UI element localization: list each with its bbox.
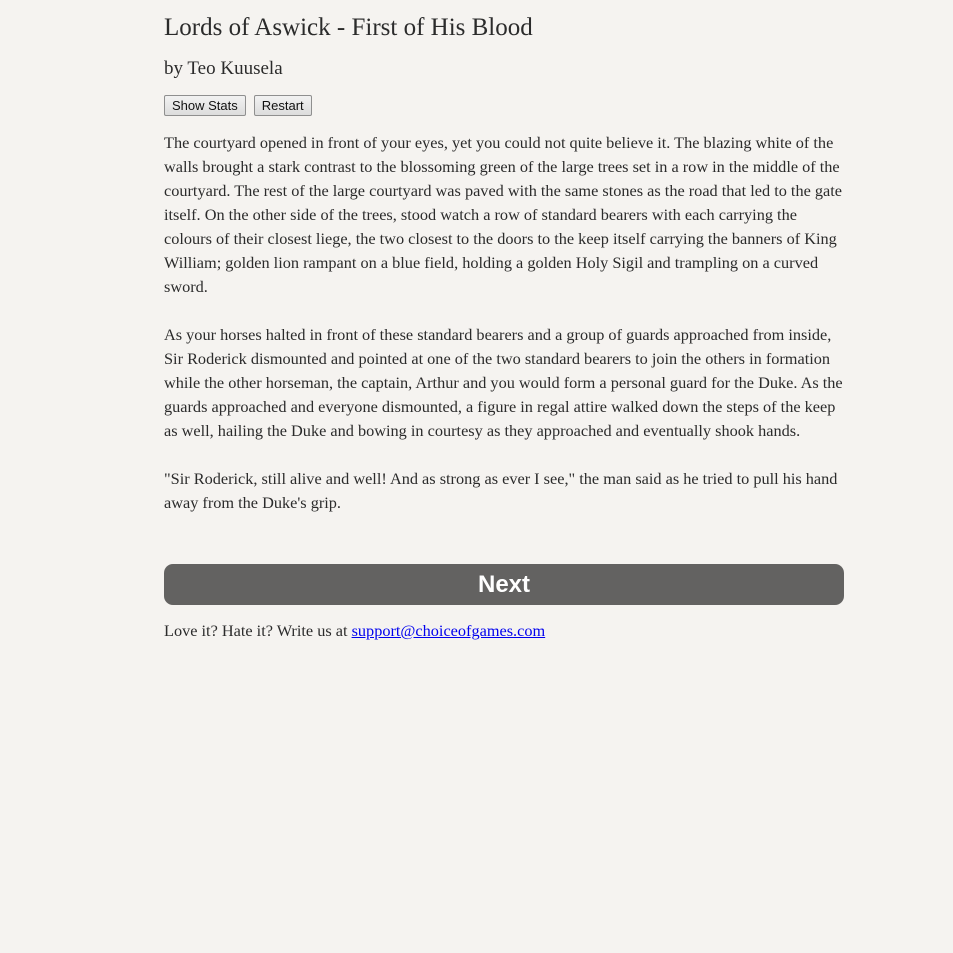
support-email-link[interactable]: support@choiceofgames.com [351, 621, 546, 640]
next-button[interactable]: Next [164, 564, 844, 605]
feedback-text: Love it? Hate it? Write us at [164, 621, 352, 640]
game-title: Lords of Aswick - First of His Blood [164, 14, 533, 41]
story-text [164, 131, 844, 539]
story-paragraph: "Sir Roderick, still alive and well! And as strong as ever I see," the man said as he tried to pull his hand away from the Duke's grip. [164, 469, 838, 512]
feedback-line [164, 619, 545, 643]
story-paragraph: The courtyard opened in front of your eyes, yet you could not quite believe it. The blazing white of the walls brought a stark contrast to the blossoming green of the large trees set in a row in the middle of the courtyard. The rest of the large courtyard was paved with the same stones as the road that led to the gate itself. On the other side of the trees, stood watch a row of standard bearers with each carrying the colours of their closest liege, the two closest to the doors to the keep itself carrying the banners of King William; golden lion rampant on a blue field, holding a golden Holy Sigil and trampling on a curved sword. [164, 133, 843, 296]
restart-button[interactable]: Restart [254, 95, 312, 116]
author-line: by Teo Kuusela [164, 58, 283, 79]
toolbar [164, 95, 320, 116]
show-stats-button[interactable]: Show Stats [164, 95, 246, 116]
story-paragraph: As your horses halted in front of these standard bearers and a group of guards approached from inside, Sir Roderick dismounted and pointed at one of the two standard bearers to join the others in formation while the other horseman, the captain, Arthur and you would form a personal guard for the Duke. As the guards approached and everyone dismounted, a figure in regal attire walked down the steps of the keep as well, hailing the Duke and bowing in courtesy as they approached and eventually shook hands. [164, 325, 843, 440]
